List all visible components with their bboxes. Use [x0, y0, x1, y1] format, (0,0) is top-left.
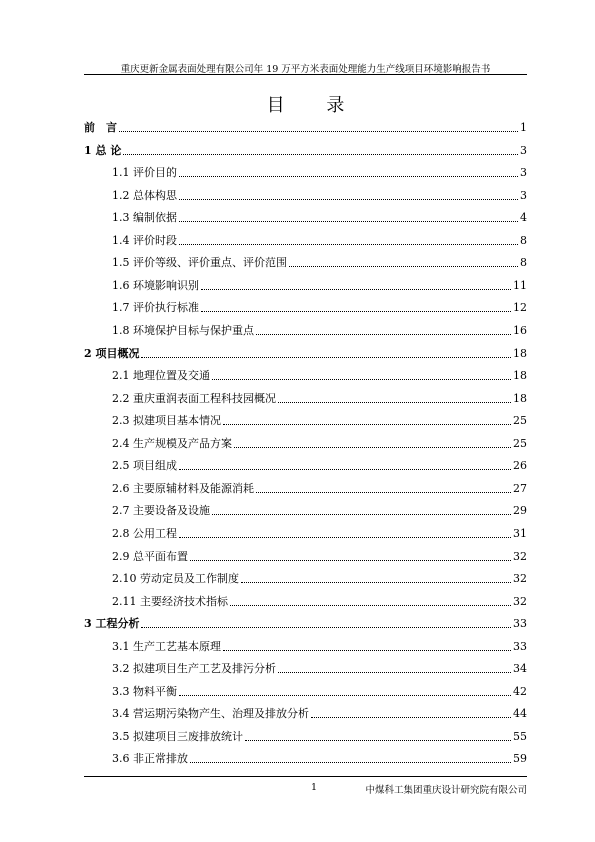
- toc-entry-page: 3: [520, 143, 527, 157]
- toc-entry-page: 3: [520, 166, 527, 180]
- toc-entry-page: 42: [513, 684, 527, 698]
- toc-entry-label: 2.11 主要经济技术指标: [112, 594, 228, 608]
- toc-entry[interactable]: [112, 232, 527, 248]
- toc-entry-page: 8: [520, 233, 527, 247]
- toc-dot-leader: [123, 154, 518, 155]
- toc-entry-label: 1 总 论: [84, 143, 122, 157]
- toc-entry-label: 2 项目概况: [84, 346, 140, 360]
- toc-entry-page: 11: [513, 278, 527, 292]
- toc-entry-page: 25: [513, 414, 527, 428]
- toc-entry[interactable]: [112, 660, 527, 676]
- toc-entry-page: 33: [513, 639, 527, 653]
- toc-entry-label: 3.3 物料平衡: [112, 684, 177, 698]
- toc-dot-leader: [179, 537, 511, 538]
- toc-title: 目 录: [266, 95, 363, 116]
- toc-entry[interactable]: [112, 209, 527, 225]
- toc-dot-leader: [311, 717, 511, 718]
- toc-entry-page: 29: [513, 504, 527, 518]
- toc-dot-leader: [190, 762, 511, 763]
- toc-entry-label: 1.3 编制依据: [112, 211, 177, 225]
- toc-entry-page: 55: [513, 729, 527, 743]
- toc-dot-leader: [201, 289, 511, 290]
- toc-entry-page: 34: [513, 662, 527, 676]
- toc-entry-page: 59: [513, 752, 527, 766]
- toc-entry-label: 3.4 营运期污染物产生、治理及排放分析: [112, 707, 309, 721]
- toc-entry-page: 12: [513, 301, 527, 315]
- toc-dot-leader: [289, 266, 518, 267]
- toc-entry-label: 2.10 劳动定员及工作制度: [112, 572, 239, 585]
- toc-entry-label: 1.5 评价等级、评价重点、评价范围: [112, 256, 287, 270]
- toc-dot-leader: [179, 244, 518, 245]
- toc-dot-leader: [223, 650, 511, 651]
- toc-dot-leader: [119, 131, 518, 132]
- toc-entry-label: 1.7 评价执行标准: [112, 301, 199, 315]
- toc-dot-leader: [230, 605, 511, 606]
- toc-entry-label: 2.3 拟建项目基本情况: [112, 414, 221, 428]
- toc-entry[interactable]: [112, 254, 527, 270]
- toc-entry[interactable]: [112, 525, 527, 541]
- toc-entry[interactable]: [112, 412, 527, 428]
- toc-dot-leader: [212, 514, 511, 515]
- footer-rule: [84, 776, 527, 777]
- toc-dot-leader: [256, 492, 511, 493]
- toc-entry-label: 2.8 公用工程: [112, 526, 177, 540]
- toc-entry[interactable]: [112, 277, 527, 293]
- toc-entry-label: 2.5 项目组成: [112, 459, 177, 473]
- toc-entry[interactable]: [112, 638, 527, 654]
- toc-entry[interactable]: [84, 142, 527, 158]
- toc-entry-label: 3.1 生产工艺基本原理: [112, 639, 221, 653]
- toc-dot-leader: [179, 469, 511, 470]
- toc-entry[interactable]: [112, 367, 527, 383]
- header-rule: [84, 74, 527, 75]
- toc-dot-leader: [179, 199, 518, 200]
- toc-entry-page: 3: [520, 188, 527, 202]
- toc-dot-leader: [179, 221, 518, 222]
- toc-entry-label: 1.1 评价目的: [112, 166, 177, 180]
- toc-entry[interactable]: [112, 728, 527, 744]
- toc-entry[interactable]: [112, 390, 527, 406]
- toc-entry-label: 2.7 主要设备及设施: [112, 504, 210, 518]
- toc-entry-label: 2.6 主要原辅材料及能源消耗: [112, 481, 254, 495]
- toc-dot-leader: [223, 424, 511, 425]
- toc-entry-page: 18: [513, 369, 527, 383]
- footer-page-number: 1: [311, 782, 318, 793]
- toc-dot-leader: [141, 357, 511, 358]
- toc-entry-page: 32: [513, 549, 527, 563]
- toc-entry-label: 1.8 环境保护目标与保护重点: [112, 324, 254, 337]
- toc-dot-leader: [234, 447, 511, 448]
- toc-entry[interactable]: [84, 119, 527, 135]
- toc-entry-label: 2.4 生产规模及产品方案: [112, 436, 232, 450]
- toc-entry[interactable]: [112, 435, 527, 451]
- toc-dot-leader: [190, 560, 511, 561]
- toc-entry-label: 前 言: [84, 121, 117, 134]
- toc-entry-label: 1.6 环境影响识别: [112, 278, 199, 292]
- document-header: 重庆更新金属表面处理有限公司年 19 万平方米表面处理能力生产线项目环境影响报告书: [120, 64, 491, 75]
- toc-entry-page: 18: [513, 391, 527, 405]
- toc-entry-page: 26: [513, 459, 527, 473]
- toc-dot-leader: [278, 672, 511, 673]
- toc-entry[interactable]: [112, 548, 527, 564]
- toc-dot-leader: [179, 695, 511, 696]
- toc-entry-page: 27: [513, 481, 527, 495]
- toc-entry-page: 33: [513, 617, 527, 631]
- toc-entry[interactable]: [112, 750, 527, 766]
- toc-dot-leader: [212, 379, 511, 380]
- toc-entry[interactable]: [112, 299, 527, 315]
- toc-entry[interactable]: [112, 480, 527, 496]
- toc-dot-leader: [245, 740, 511, 741]
- toc-dot-leader: [179, 176, 518, 177]
- footer-organization: 中煤科工集团重庆设计研究院有限公司: [365, 785, 527, 796]
- toc-dot-leader: [141, 627, 511, 628]
- toc-dot-leader: [278, 402, 511, 403]
- toc-dot-leader: [256, 334, 511, 335]
- toc-entry-page: 16: [513, 324, 527, 337]
- toc-entry-label: 3 工程分析: [84, 617, 140, 631]
- toc-entry-label: 3.5 拟建项目三废排放统计: [112, 729, 243, 743]
- toc-entry-page: 32: [513, 572, 527, 585]
- toc-entry-page: 31: [513, 526, 527, 540]
- toc-entry-label: 1.4 评价时段: [112, 233, 177, 247]
- toc-entry-page: 44: [513, 707, 527, 721]
- toc-entry[interactable]: [112, 322, 527, 338]
- toc-entry-label: 2.2 重庆重润表面工程科技园概况: [112, 391, 276, 405]
- toc-entry[interactable]: [84, 615, 527, 631]
- toc-entry-label: 1.2 总体构思: [112, 188, 177, 202]
- toc-entry-label: 3.2 拟建项目生产工艺及排污分析: [112, 662, 276, 676]
- toc-dot-leader: [201, 311, 511, 312]
- toc-entry-page: 1: [520, 121, 527, 134]
- toc-entry-page: 25: [513, 436, 527, 450]
- toc-entry[interactable]: [112, 164, 527, 180]
- toc-entry[interactable]: [112, 187, 527, 203]
- toc-entry[interactable]: [112, 457, 527, 473]
- toc-entry-label: 2.1 地理位置及交通: [112, 369, 210, 383]
- toc-entry[interactable]: [112, 570, 527, 586]
- toc-entry-page: 4: [520, 211, 527, 225]
- toc-entry-page: 32: [513, 594, 527, 608]
- toc-entry[interactable]: [112, 683, 527, 699]
- toc-entry-page: 18: [513, 346, 527, 360]
- toc-entry[interactable]: [112, 593, 527, 609]
- toc-dot-leader: [241, 582, 511, 583]
- toc-entry[interactable]: [112, 705, 527, 721]
- toc-entry[interactable]: [84, 345, 527, 361]
- toc-entry-label: 2.9 总平面布置: [112, 549, 188, 563]
- toc-entry-label: 3.6 非正常排放: [112, 752, 188, 766]
- toc-entry[interactable]: [112, 502, 527, 518]
- toc-entry-page: 8: [520, 256, 527, 270]
